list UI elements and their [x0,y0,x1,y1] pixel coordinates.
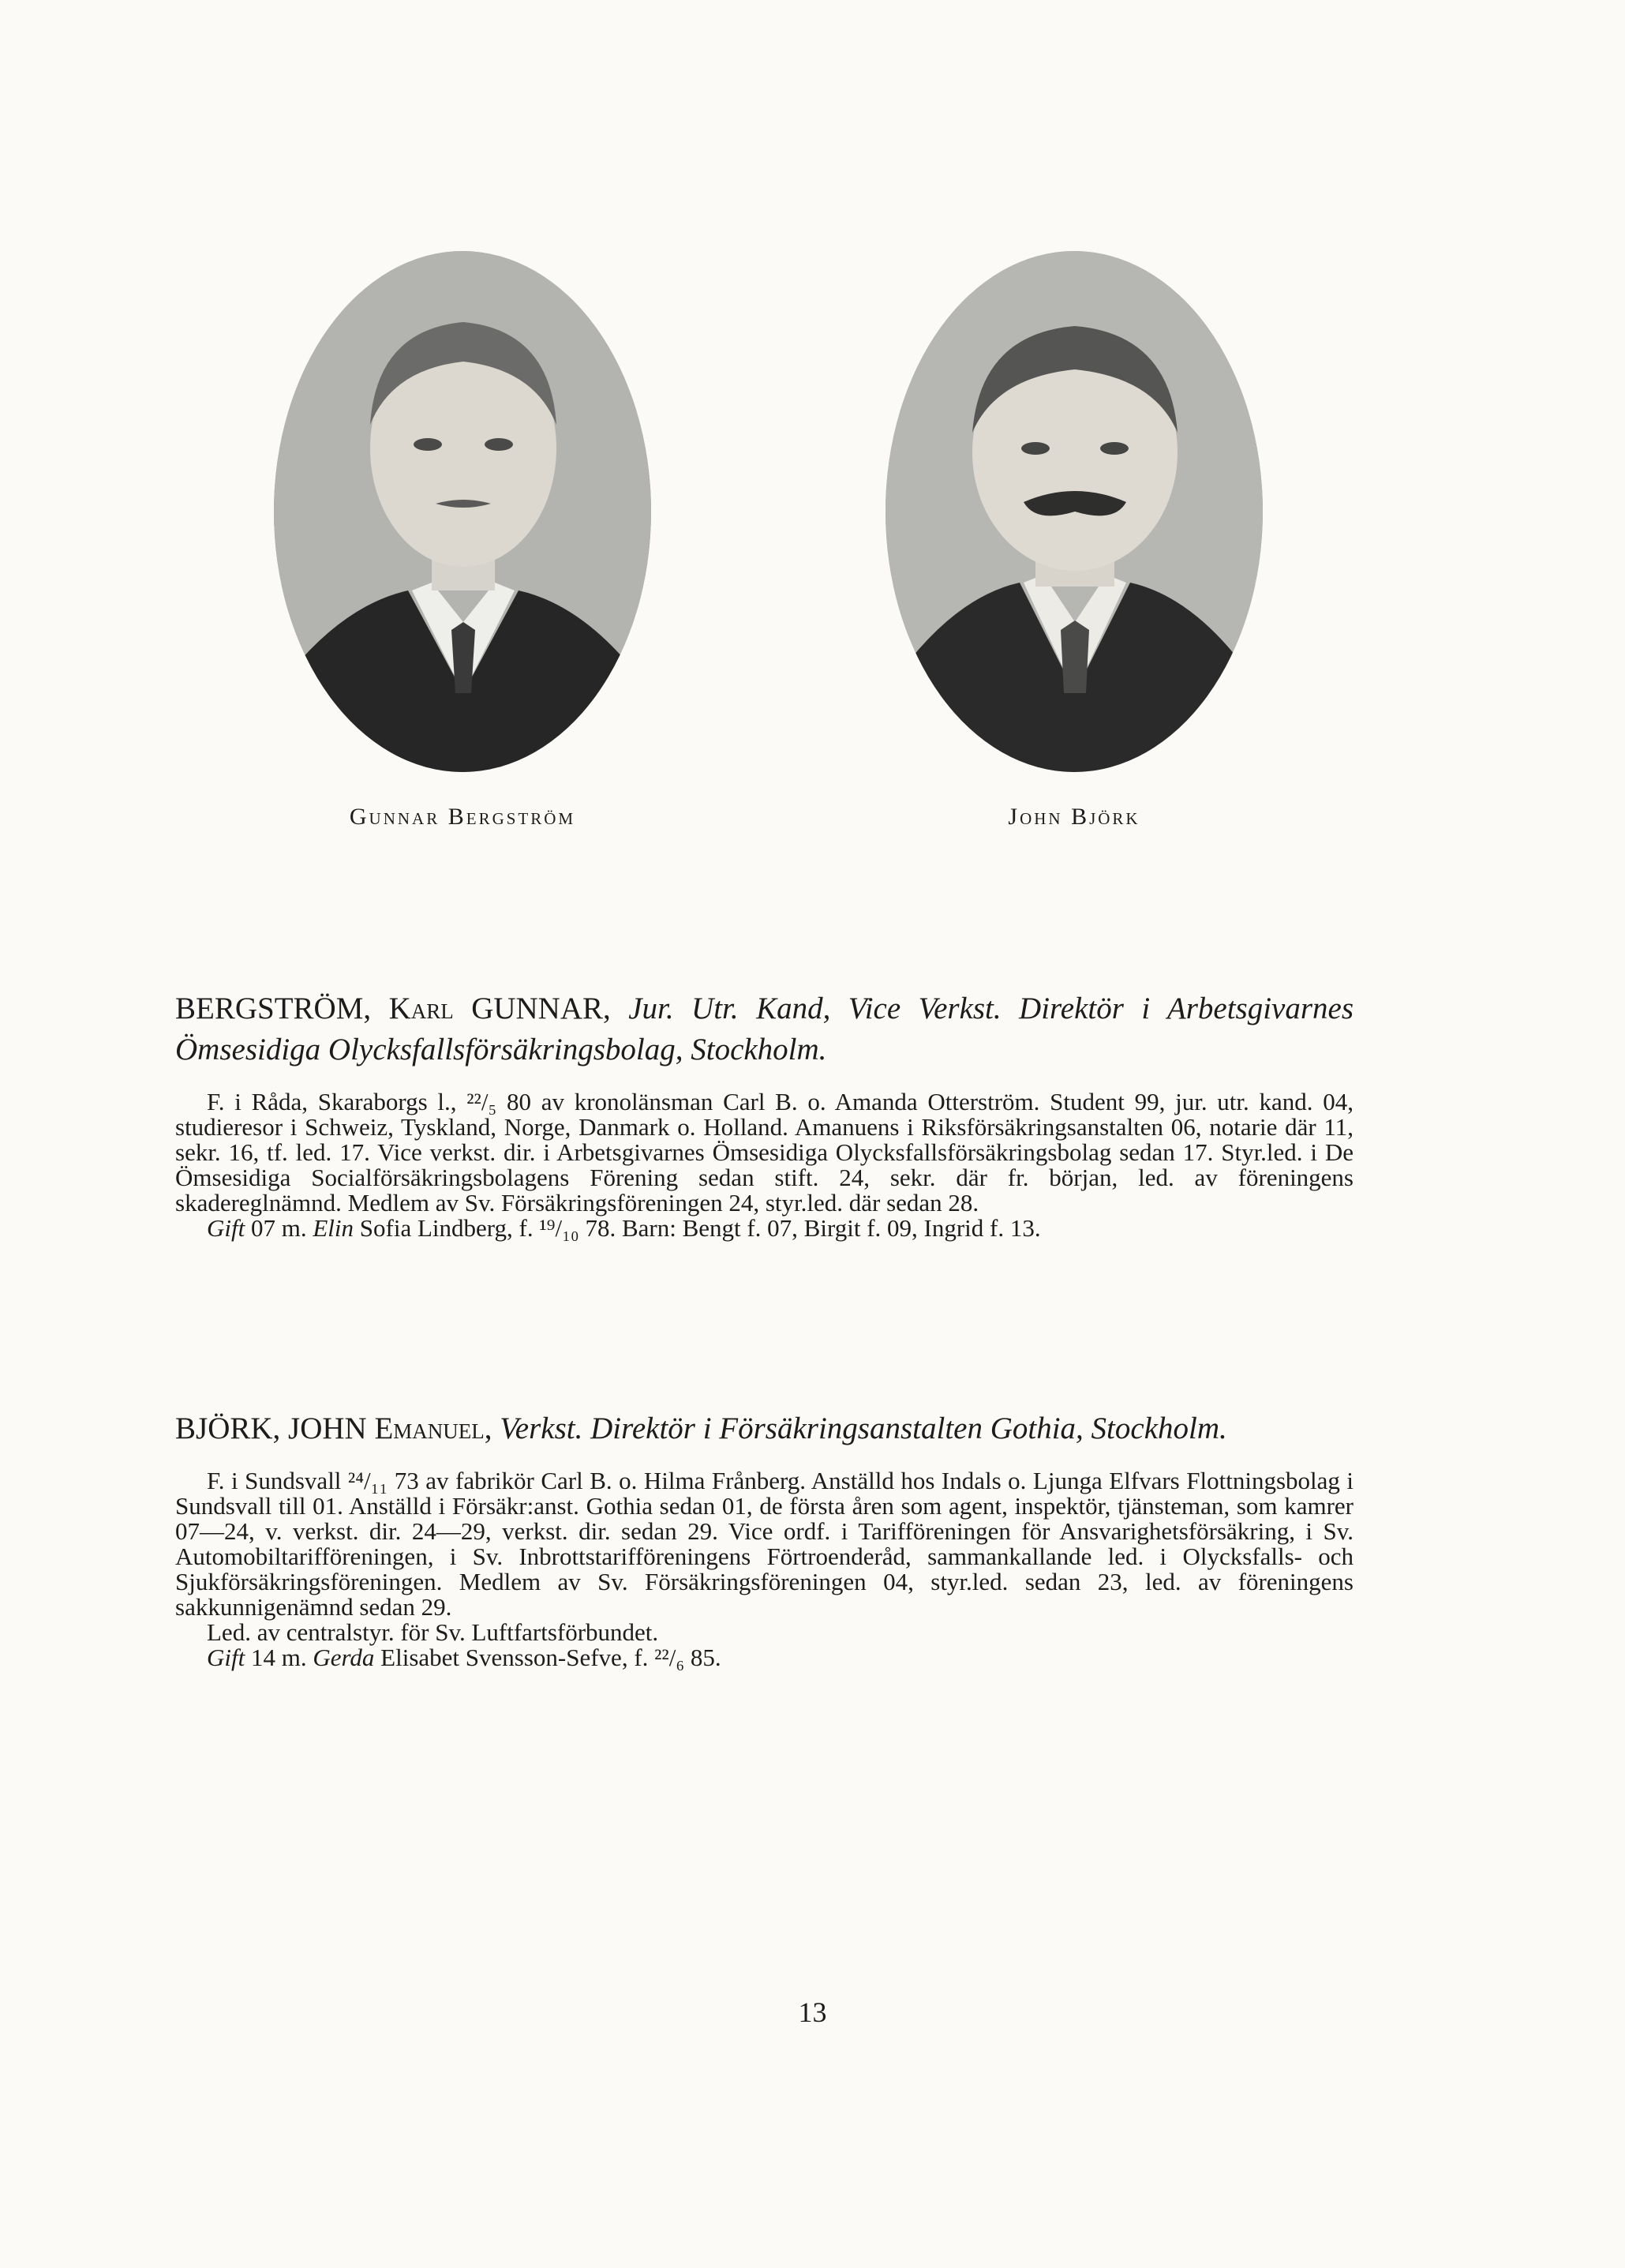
page-number: 13 [798,1996,827,2028]
portrait-john-bjork [886,251,1263,772]
portrait-gunnar-bergstrom [274,251,651,772]
gift-label: Gift [207,1644,245,1671]
gift-text: Sofia Lindberg, f. ¹⁹/₁₀ 78. Barn: Bengt f. 07, Birgit f. 09, Ingrid f. 13. [354,1214,1041,1242]
entry-heading [175,988,1354,1070]
entry-bjork [175,1408,1354,1670]
caption-last-name: Björk [1071,804,1140,830]
gift-name: Elin [313,1214,354,1242]
gift-text: 07 m. [245,1214,313,1242]
caption-first-name: John [1008,804,1063,830]
entry-paragraph: F. i Sundsvall ²⁴/₁₁ 73 av fabrikör Carl B. o. Hilma Frånberg. Anställd hos Indals o. Ljunga Elfvars Flottningsbolag i Sundsvall till 01. Anställd i Försäkr:anst. Gothia sedan 01, de första åren som agent, inspektör, tjänsteman, som kamrer 07—24, v. verkst. dir. 24—29, verkst. dir. sedan 29. Vice ordf. i Tarifföreningen för Ansvarighetsförsäkring, i Sv. Automobiltarifföreningen, i Sv. Inbrottstarifföreningens Förtroenderåd, sammankallande led. i Olycksfalls- och Sjukförsäkringsföreningen. Medlem av Sv. Försäkringsföreningen 04, styr.led. sedan 23, led. av föreningens sakkunnigenämnd sedan 29. [175,1467,1354,1621]
entry-marriage [175,1645,1354,1670]
entry-title: Jur. Utr. Kand, Vice Verkst. Direktör i Arbetsgivarnes Ömsesidiga Olycksfallsförsäkringsbolag, Stockholm. [175,992,1354,1067]
entry-surname: BERGSTRÖM, [175,992,372,1025]
caption-last-name: Bergström [447,804,576,830]
portrait-caption-bergstrom [274,804,651,830]
entry-marriage [175,1216,1354,1241]
entry-heading [175,1408,1354,1449]
entry-given-name-caps: JOHN [288,1411,367,1445]
gift-text: 14 m. [245,1644,313,1671]
entry-body [175,1468,1354,1670]
entry-paragraph: Led. av centralstyr. för Sv. Luftfartsförbundet. [207,1618,659,1646]
portrait-caption-bjork [886,804,1263,830]
caption-first-name: Gunnar [349,804,440,830]
gift-label: Gift [207,1214,245,1242]
entry-given-name: Emanuel, [374,1411,492,1445]
entry-title: Verkst. Direktör i Försäkringsanstalten Gothia, Stockholm. [500,1411,1227,1445]
entry-surname: BJÖRK, [175,1411,281,1445]
gift-text: Elisabet Svensson-Sefve, f. ²²/₆ 85. [374,1644,721,1671]
entry-paragraph: F. i Råda, Skaraborgs l., ²²/₅ 80 av kronolänsman Carl B. o. Amanda Otterström. Student 99, jur. utr. kand. 04, studieresor i Schweiz, Tyskland, Norge, Danmark o. Holland. Amanuens i Riksförsäkringsanstalten 06, notarie där 11, sekr. 16, tf. led. 17. Vice verkst. dir. i Arbetsgivarnes Ömsesidiga Olycksfallsförsäkringsbolag sedan 17. Styr.led. i De Ömsesidiga Socialförsäkringsbolagens Förening sedan stift. 24, sekr. där fr. början, led. av föreningens skadereglnämnd. Medlem av Sv. Försäkringsföreningen 24, styr.led. där sedan 28. [175,1088,1354,1216]
entry-given-name-caps: GUNNAR, [471,992,611,1025]
entry-body [175,1089,1354,1241]
gift-name: Gerda [313,1644,375,1671]
entry-given-name: Karl [388,992,454,1025]
entry-bergstrom [175,988,1354,1241]
